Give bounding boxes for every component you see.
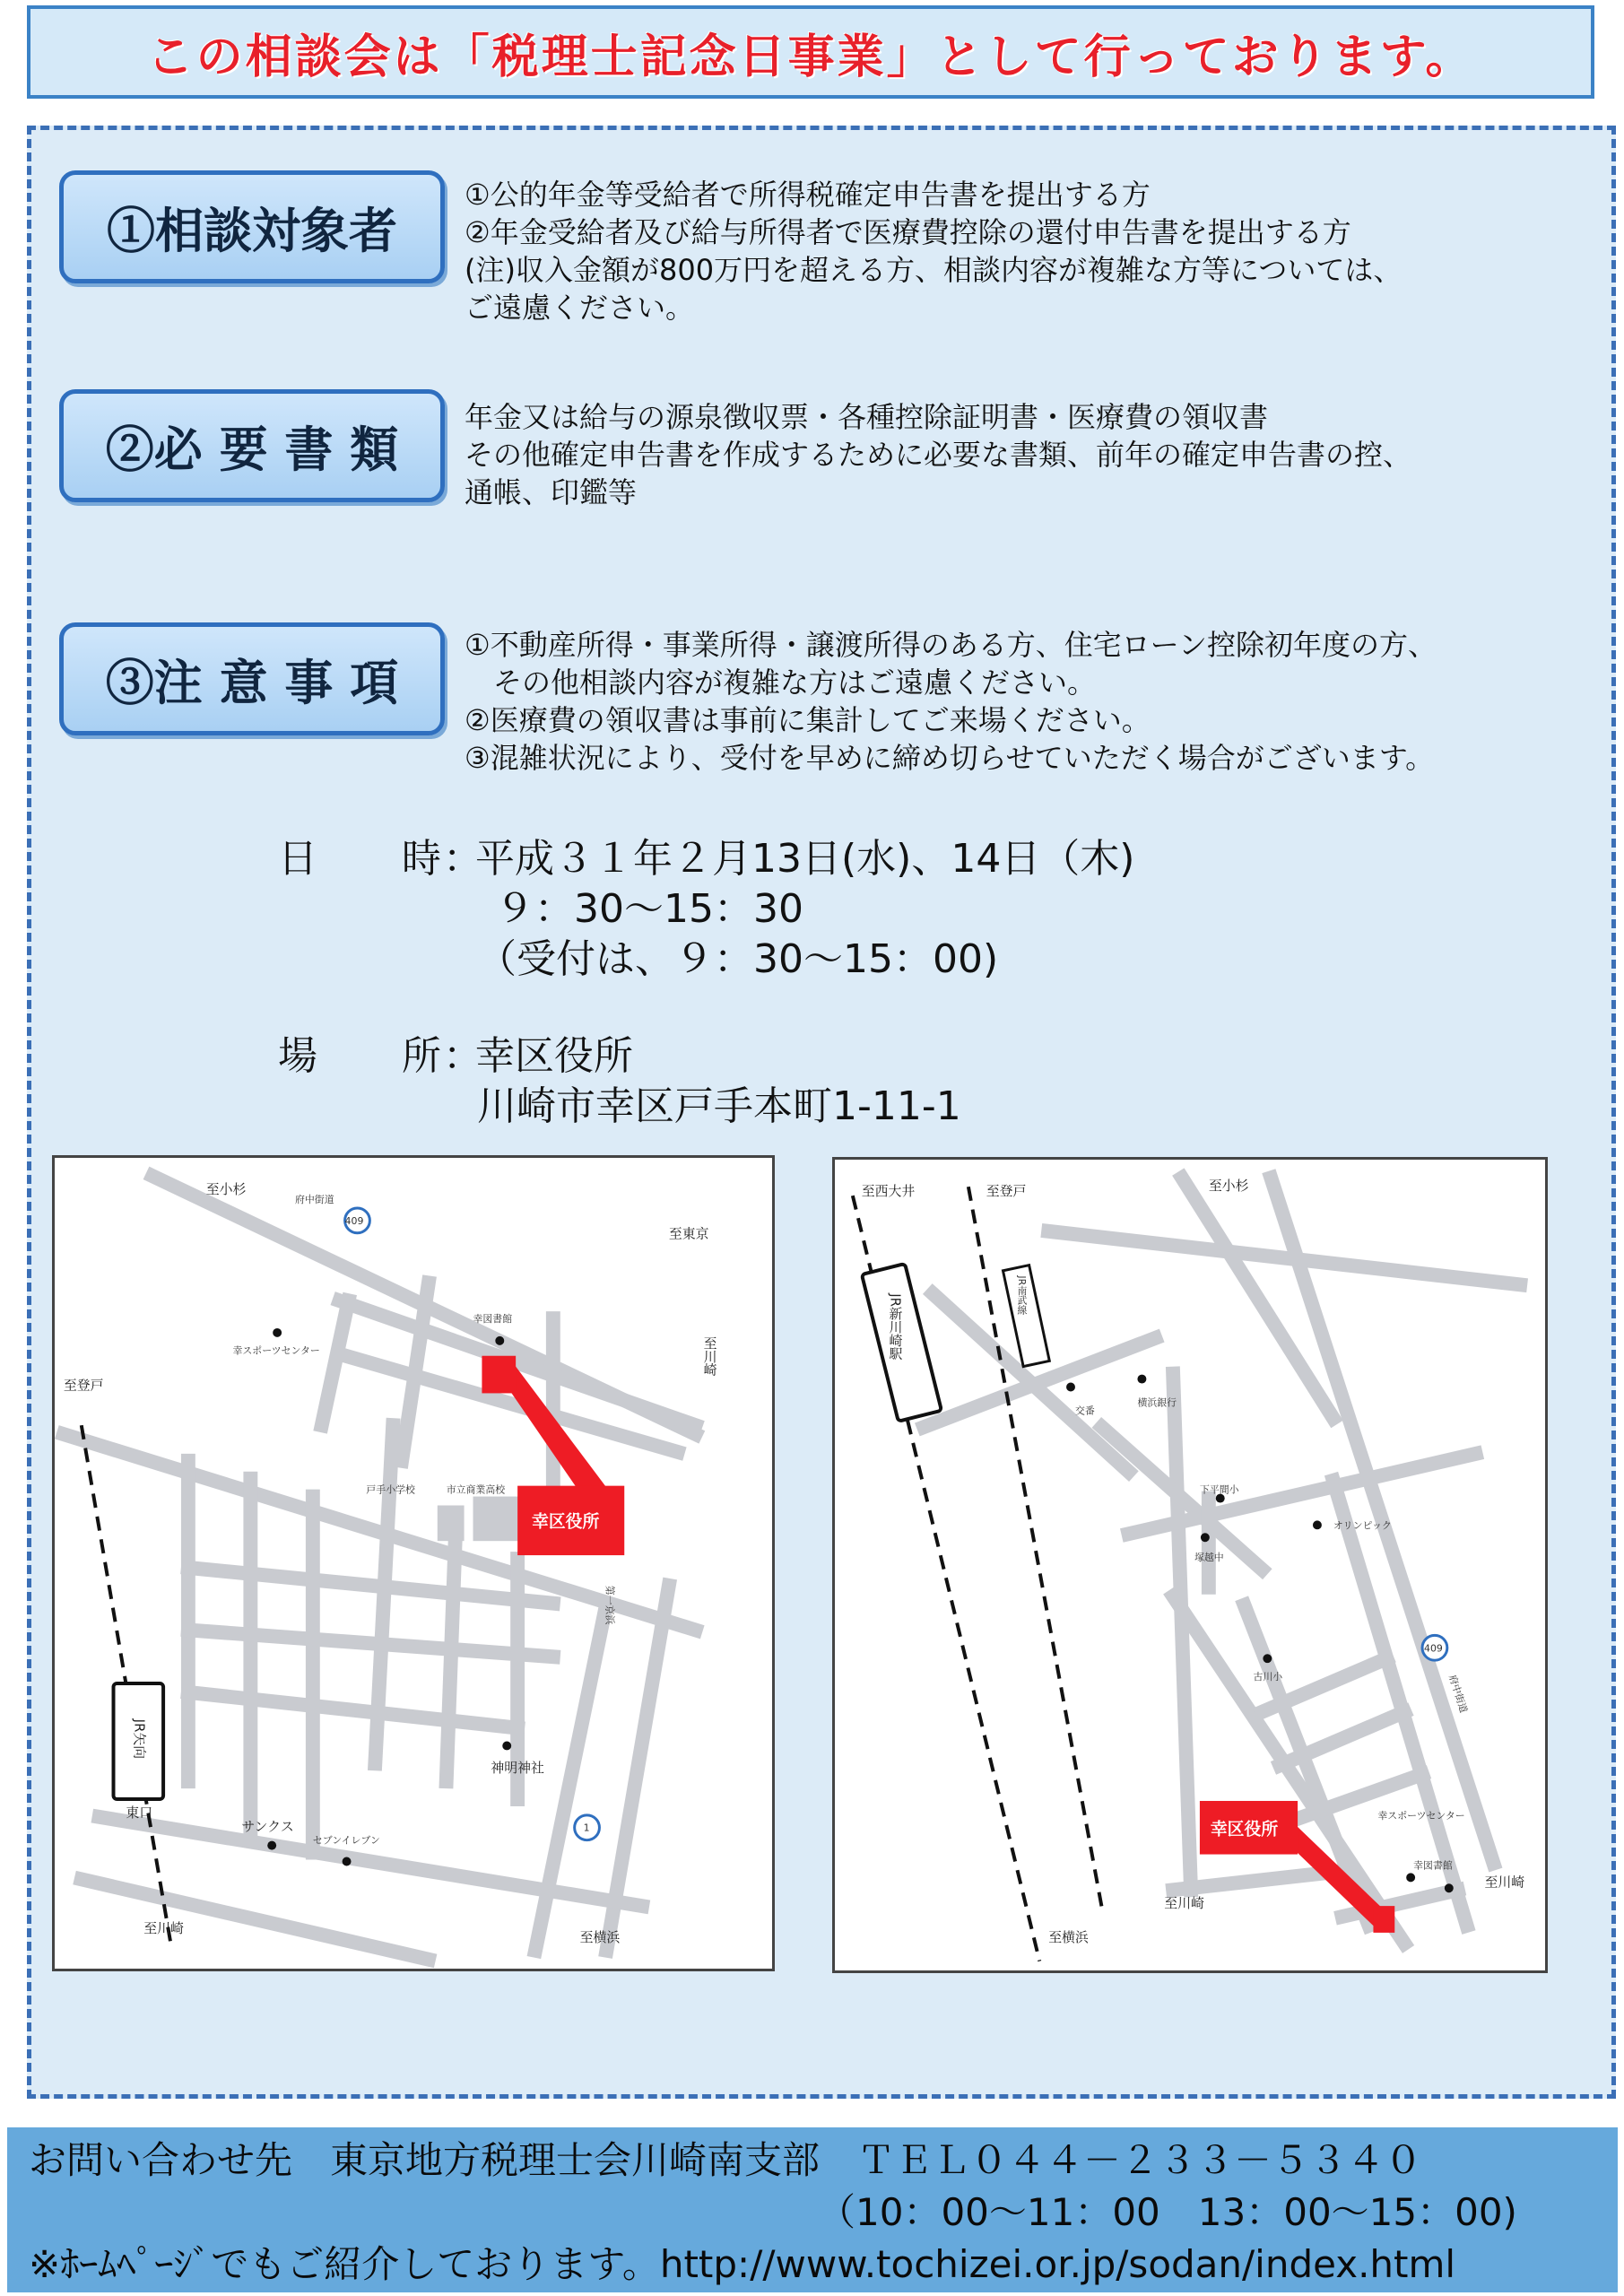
- to-nishioi-label: 至西大井: [861, 1183, 916, 1200]
- saiwai-library-label: 幸図書館: [473, 1313, 513, 1326]
- to-kawasaki-bottom-label: 至川崎: [1164, 1895, 1204, 1912]
- fuchu-road-label: 府中街道: [1446, 1673, 1470, 1715]
- ward-office-marker: [482, 1356, 516, 1394]
- contact-footer: [7, 2127, 1618, 2292]
- fuchu-road-label: 府中街道: [294, 1194, 334, 1206]
- time-value: ９：30～15：30: [495, 886, 803, 932]
- tsukagoshi-label: 塚越中: [1194, 1552, 1224, 1564]
- text-line: 通帳、印鑑等: [465, 475, 638, 509]
- ward-office-marker: [1373, 1906, 1394, 1933]
- date-value: 平成３１年２月13日(水)、14日（木): [475, 836, 1135, 882]
- route-409-marker: 409: [344, 1214, 364, 1227]
- heading-required-documents: [59, 389, 445, 502]
- heading-consultation-target: [59, 170, 445, 283]
- yokohama-bank-label: 横浜銀行: [1137, 1396, 1177, 1409]
- notes-text: [465, 626, 1437, 777]
- text-line: ③混雑状況により、受付を早めに締め切らせていただく場合がございます。: [465, 741, 1435, 775]
- shinmei-label: 神明神社: [491, 1760, 544, 1777]
- saiwai-sports-label: 幸スポーツセンター: [1377, 1809, 1465, 1822]
- ward-office-label: 幸区役所: [532, 1512, 600, 1532]
- saiwai-sports-label: 幸スポーツセンター: [232, 1344, 320, 1357]
- text-line: ①公的年金等受給者で所得税確定申告書を提出する方: [465, 178, 1151, 212]
- to-noborito-label: 至登戸: [63, 1377, 104, 1394]
- olympic-label: オリンピック: [1333, 1519, 1392, 1532]
- place-address: 川崎市幸区戸手本町1-11-1: [477, 1083, 961, 1129]
- text-line: その他相談内容が複雑な方はご遠慮ください。: [465, 665, 1097, 700]
- text-line: 年金又は給与の源泉徴収票・各種控除証明書・医療費の領収書: [465, 400, 1269, 434]
- jr-yako-label: JR矢向: [131, 1718, 148, 1760]
- place-label: 場 所：: [278, 1033, 484, 1079]
- required-documents-text: [465, 398, 1411, 511]
- contact-line-phone: お問い合わせ先 東京地方税理士会川崎南支部 ＴＥＬ０４４－２３３－５３４０: [29, 2138, 1423, 2182]
- ichiritsu-school-label: 市立商業高校: [446, 1483, 506, 1496]
- contact-website[interactable]: ※ﾎｰﾑﾍﾟｰｼﾞでもご紹介しております。http://www.tochizei.or.jp/sodan/index.html: [29, 2242, 1456, 2286]
- shin-kawasaki-label: JR新川崎駅: [887, 1293, 904, 1361]
- heading-text: ①相談対象者: [107, 201, 397, 259]
- contact-hours: （10：00～11：00 13：00～15：00): [818, 2190, 1517, 2234]
- event-datetime: [278, 834, 1134, 985]
- map-left: [52, 1155, 775, 1971]
- tote-school-label: 戸手小学校: [366, 1483, 415, 1496]
- text-line: ②年金受給者及び給与所得者で医療費控除の還付申告書を提出する方: [465, 215, 1351, 249]
- text-line: その他確定申告書を作成するために必要な書類、前年の確定申告書の控、: [465, 438, 1412, 472]
- daiichi-keihin-label: 第一京浜: [604, 1585, 616, 1625]
- seven-eleven-label: セブンイレブン: [312, 1834, 380, 1847]
- banner-text: この相談会は「税理士記念日事業」として行っております。: [146, 29, 1475, 84]
- to-yokohama-label: 至横浜: [579, 1928, 621, 1945]
- map-left-graphic: [55, 1158, 772, 1969]
- route-1-marker: 1: [583, 1822, 590, 1834]
- reception-time: （受付は、９：30～15：00): [477, 936, 999, 982]
- heading-text: ②必 要 書 類: [105, 420, 399, 478]
- text-line: ご遠慮ください。: [465, 291, 695, 325]
- event-place: [278, 1031, 961, 1132]
- route-409-marker: 409: [1424, 1642, 1443, 1655]
- koban-label: 交番: [1074, 1405, 1095, 1417]
- heading-text: ③注 意 事 項: [105, 653, 399, 711]
- sunkus-label: サンクス: [241, 1818, 294, 1835]
- to-kosugi-label: 至小杉: [1208, 1178, 1249, 1195]
- shimohirama-label: 下平間小: [1199, 1483, 1239, 1496]
- east-exit-label: 東口: [126, 1804, 153, 1821]
- to-noborito-label: 至登戸: [986, 1183, 1027, 1200]
- furukawa-label: 古川小: [1253, 1671, 1283, 1683]
- to-kosugi-label: 至小杉: [205, 1181, 247, 1198]
- consultation-target-text: [465, 176, 1402, 326]
- text-line: ②医療費の領収書は事前に集計してご来場ください。: [465, 703, 1151, 737]
- map-right-graphic: [835, 1160, 1545, 1970]
- heading-notes: [59, 622, 445, 735]
- ward-office-label: 幸区役所: [1210, 1820, 1279, 1839]
- text-line: (注)収入金額が800万円を超える方、相談内容が複雑な方等については、: [465, 253, 1403, 287]
- place-value: 幸区役所: [475, 1033, 633, 1079]
- saiwai-library-label: 幸図書館: [1413, 1859, 1453, 1872]
- to-kawasaki-right-label: 至川崎: [1484, 1874, 1525, 1891]
- to-tokyo-label: 至東京: [668, 1225, 709, 1242]
- nambu-line-label: JR南武線: [1015, 1275, 1028, 1315]
- title-banner: [27, 5, 1594, 99]
- map-right: [832, 1157, 1548, 1973]
- text-line: ①不動産所得・事業所得・譲渡所得のある方、住宅ローン控除初年度の方、: [465, 628, 1437, 662]
- date-label: 日 時：: [278, 836, 484, 882]
- to-kawasaki-vertical-label: 至川崎: [701, 1335, 718, 1377]
- to-yokohama-label: 至横浜: [1048, 1928, 1089, 1945]
- to-kawasaki-label: 至川崎: [143, 1919, 184, 1936]
